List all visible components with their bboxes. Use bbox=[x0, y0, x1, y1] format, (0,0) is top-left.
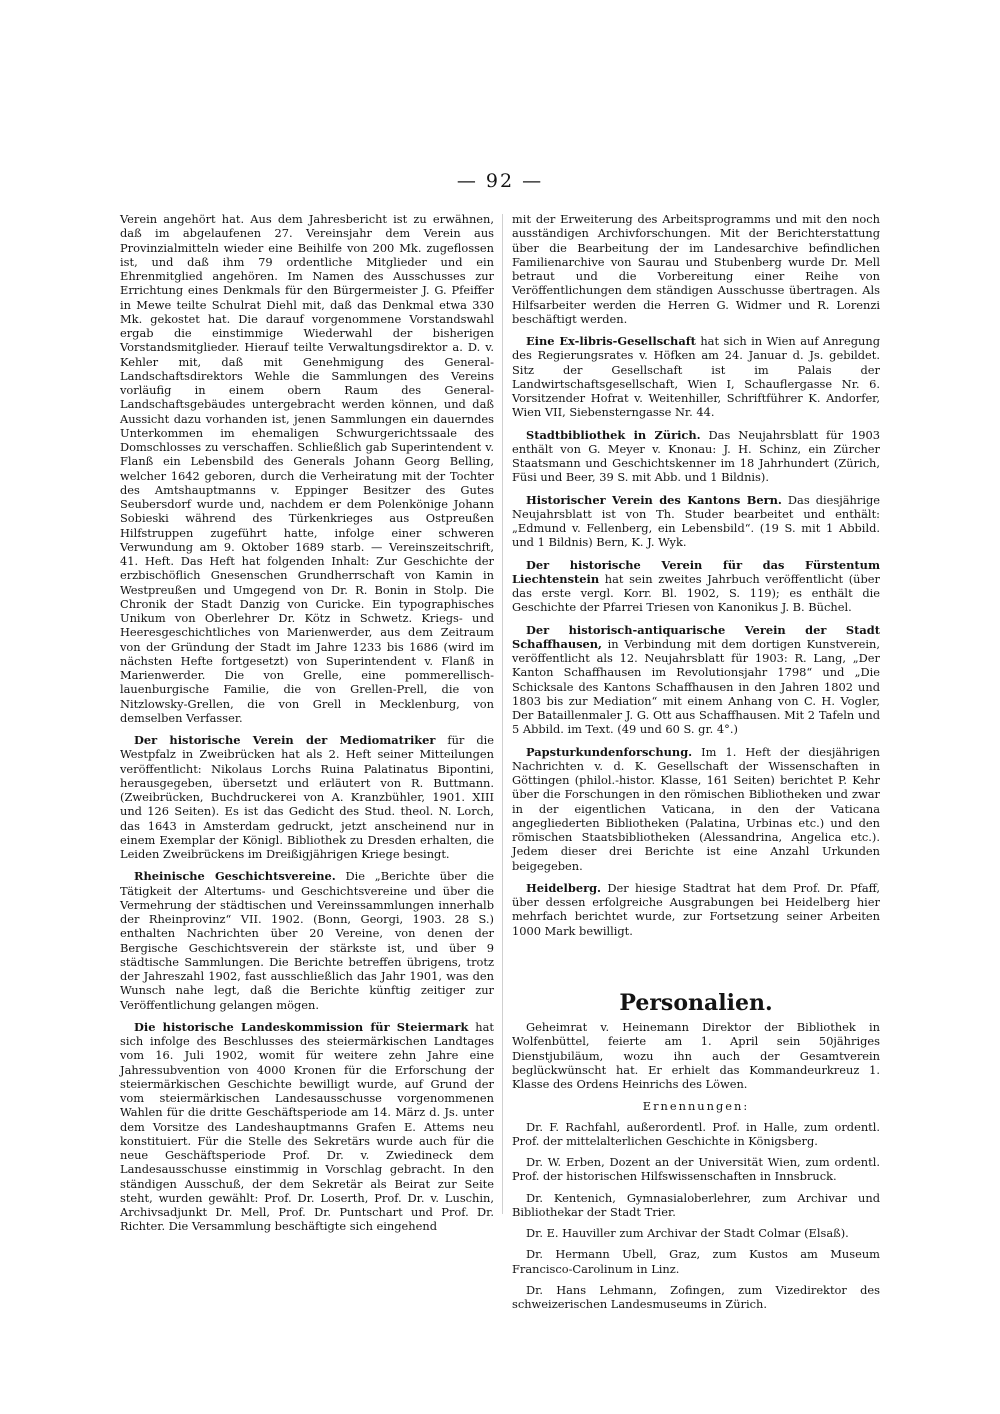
right-paragraph-1: Eine Ex-libris-Gesellschaft hat sich in Wien auf Anregung des Regierungsrates v. Höfken am 24. Januar d. Js. gebildet. Sitz der Gesellschaft ist im Palais der Landwirtschaftsgesellschaft, Wien I, Schauflergasse Nr. 6. Vorsitzender Hofrat v. Weitenhiller, Schriftführer K. Andorfer, Wien VII, Siebensterngasse Nr. 44. bbox=[512, 334, 880, 420]
appointment-item: Dr. E. Hauviller zum Archivar der Stadt Colmar (Elsaß). bbox=[526, 1226, 849, 1240]
left-column bbox=[120, 212, 494, 1242]
left-paragraph-1: Der historische Verein der Mediomatriker für die Westpfalz in Zweibrücken hat als 2. Heft seiner Mitteilungen veröffentlicht: Nikolaus Lorchs Ruina Palatinatus Bipontini, herausgegeben, übersetzt und erläutert von R. Buttmann. (Zweibrücken, Buchdruckerei von A. Kranzbühler, 1901. XIII und 126 Seiten). Es ist das Gedicht des Stud. theol. N. Lorch, das 1643 in Amsterdam gedruckt, jetzt anscheinend nur in einem Exemplar der Königl. Bibliothek zu Dresden erhalten, die Leiden Zweibrückens im Dreißigjährigen Kriege besingt. bbox=[120, 733, 494, 861]
appointment-item: Dr. W. Erben, Dozent an der Universität Wien, zum ordentl. Prof. der historischen Hilfswissenschaften in Innsbruck. bbox=[512, 1155, 880, 1184]
personalien-heading: Personalien. bbox=[619, 989, 773, 1016]
right-paragraph-6: Papsturkundenforschung. Im 1. Heft der diesjährigen Nachrichten v. d. K. Gesellschaft der Wissenschaften in Göttingen (philol.-histor. Klasse, 161 Seiten) berichtet P. Kehr über die Forschungen in den römischen Bibliotheken und zwar in der eigentlichen Vaticana, in den der Vaticana angegliederten Bibliotheken (Palatina, Urbinas etc.) und den römischen Staatsbibliotheken (Alessandrina, Angelica etc.). Jedem dieser drei Berichte ist eine Anzahl Urkunden beigegeben. bbox=[512, 744, 880, 873]
page-number: — 92 — bbox=[456, 170, 544, 192]
column-divider bbox=[502, 214, 503, 1214]
appointment-item: Dr. Kentenich, Gymnasialoberlehrer, zum Archivar und Bibliothekar der Stadt Trier. bbox=[512, 1190, 880, 1219]
right-paragraph-5: Der historisch-antiquarische Verein der Stadt Schaffhausen, in Verbindung mit dem dortigen Kunstverein, veröffentlicht als 12. Neujahrsblatt für 1903: R. Lang, „Der Kanton Schaffhausen im Revolutionsjahr 1798“ und „Die Schicksale des Kantons Schaffhausen in den Jahren 1802 und 1803 bis zur Mediation“ mit einem Anhang von C. H. Vogler, Der Bataillenmaler J. G. Ott aus Schaffhausen. Mit 2 Tafeln und 5 Abbild. im Text. (49 und 60 S. gr. 4°.) bbox=[512, 622, 880, 737]
right-column bbox=[512, 212, 880, 1318]
appointment-item: Dr. Hermann Ubell, Graz, zum Kustos am Museum Francisco-Carolinum in Linz. bbox=[512, 1247, 880, 1276]
appointments-heading: Ernennungen: bbox=[642, 1099, 750, 1114]
left-paragraph-3: Die historische Landeskommission für Steiermark hat sich infolge des Beschlusses des steiermärkischen Landtages vom 16. Juli 1902, womit für weitere zehn Jahre eine Jahressubvention von 4000 Kronen für die Erforschung der steiermärkischen Geschichte bewilligt wurde, auf Grund der vom steiermärkischen Landesausschusse vorgenommenen Wahlen für die dritte Geschäftsperiode am 14. März d. Js. unter dem Vorsitze des Landeshauptmanns Grafen E. Attems neu konstituiert. Für die Stelle des Sekretärs wurde auch für die neue Geschäftsperiode Prof. Dr. v. Zwiedineck dem Landesausschusse einstimmig in Vorschlag gebracht. In den ständigen Ausschuß, der dem Sekretär als Beirat zur Seite steht, wurden gewählt: Prof. Dr. Loserth, Prof. Dr. v. Luschin, Archivsadjunkt Dr. Mell, Prof. Dr. Puntschart und Prof. Dr. Richter. Die Versammlung beschäftigte sich eingehend bbox=[120, 1019, 495, 1234]
appointment-item: Dr. F. Rachfahl, außerordentl. Prof. in Halle, zum ordentl. Prof. der mittelalterlichen Geschichte in Königsberg. bbox=[512, 1119, 880, 1148]
left-paragraph-2: Rheinische Geschichtsvereine. Die „Berichte über die Tätigkeit der Altertums- und Geschichtsvereine und über die Vermehrung der städtischen und Vereinssammlungen innerhalb der Rheinprovinz“ VII. 1902. (Bonn, Georgi, 1903. 28 S.) enthalten Nachrichten über 20 Vereine, von denen der Bergische Geschichtsverein der stärkste ist, und über 9 städtische Sammlungen. Die Berichte betreffen übrigens, trotz der Jahreszahl 1902, fast ausschließlich das Jahr 1901, was den Wunsch nahe legt, daß die Berichte künftig zeitiger zur Veröffentlichung gelangen mögen. bbox=[120, 869, 494, 1012]
left-paragraph-0: Verein angehört hat. Aus dem Jahresbericht ist zu erwähnen, daß im abgelaufenen 27. Vereinsjahr dem Verein aus Provinzialmitteln wieder eine Beihilfe von 200 Mk. zugeflossen ist, und daß ihm 79 ordentliche Mitglieder und ein Ehrenmitglied angehören. Im Namen des Ausschusses zur Errichtung eines Denkmals für den Bürgermeister J. G. Pfeiffer in Mewe teilte Schulrat Diehl mit, daß das Denkmal etwa 330 Mk. gekostet hat. Die darauf vorgenommene Vorstandswahl ergab die einstimmige Wiederwahl der bisherigen Vorstandsmitglieder. Hierauf teilte Verwaltungsdirektor a. D. v. Kehler mit, daß mit Genehmigung des General-Landschaftsdirektors Wehle die Sammlungen des Vereins vorläufig in einem obern Raum des General-Landschaftsgebäudes untergebracht werden können, und daß Aussicht dazu vorhanden ist, jenen Sammlungen ein dauerndes Unterkommen im ehemaligen Schwurgerichtssaale des Domschlosses zu verschaffen. Schließlich gab Superintendent v. Flanß ein Lebensbild des Generals Johann Georg Belling, welcher 1642 geboren, durch die Verheiratung mit der Tochter des Amtshauptmanns v. Eppinger Besitzer des Gutes Seubersdorf wurde und, nachdem er dem Polenkönige Johann Sobieski während des Türkenkrieges aus Ostpreußen Hilfstruppen zugeführt hatte, infolge einer schweren Verwundung am 9. Oktober 1689 starb. — Vereinszeitschrift, 41. Heft. Das Heft hat folgenden Inhalt: Zur Geschichte der erzbischöflich Gnesenschen Grundherrschaft von Kamin in Westpreußen und Umgegend von Dr. R. Bonin in Stolp. Die Chronik der Stadt Danzig von Curicke. Ein typographisches Unikum von Oberlehrer Dr. Kötz in Schwetz. Kriegs- und Heeresgeschichtliches von Marienwerder, aus dem Zeitraum von der Gründung der Stadt im Jahre 1233 bis 1686 (wird im nächsten Hefte fortgesetzt) von Superintendent v. Flanß in Marienwerder. Die von Grelle, eine pommerellisch-lauenburgische Familie, die von Grellen-Prell, die von Nitzlowsky-Grellen, die von Grell in Mecklenburg, von demselben Verfasser. bbox=[120, 212, 494, 725]
personalien-intro: Geheimrat v. Heinemann Direktor der Bibliothek in Wolfenbüttel, feierte am 1. April sein 50jähriges Dienstjubiläum, wozu ihn auch der Gesamtverein beglückwünscht hat. Er erhielt das Kommandeurkreuz 1. Klasse des Ordens Heinrichs des Löwen. bbox=[512, 1020, 880, 1091]
right-paragraph-3: Historischer Verein des Kantons Bern. Das diesjährige Neujahrsblatt ist von Th. Studer bearbeitet und enthält: „Edmund v. Fellenberg, ein Lebensbild“. (19 S. mit 1 Abbild. und 1 Bildnis) Bern, K. J. Wyk. bbox=[512, 492, 880, 550]
right-paragraph-0: mit der Erweiterung des Arbeitsprogramms und mit den noch ausständigen Archivforschungen. Mit der Berichterstattung über die Bearbeitung der im Landesarchive befindlichen Familienarchive von Saurau und Stubenberg wurde Dr. Mell betraut und die Vorbereitung einer Reihe von Veröffentlichungen dem ständigen Ausschusse übertragen. Als Hilfsarbeiter werden die Herren G. Widmer und R. Lorenzi beschäftigt werden. bbox=[512, 212, 880, 326]
right-paragraph-2: Stadtbibliothek in Zürich. Das Neujahrsblatt für 1903 enthält von G. Meyer v. Knonau: J. H. Schinz, ein Zürcher Staatsmann und Geschichtskenner im 18 Jahrhundert (Zürich, Füsi und Beer, 39 S. mit Abb. und 1 Bildnis). bbox=[512, 427, 880, 485]
right-paragraph-4: Der historische Verein für das Fürstentum Liechtenstein hat sein zweites Jahrbuch veröffentlicht (über das erste vergl. Korr. Bl. 1902, S. 119); es enthält die Geschichte der Pfarrei Triesen von Kanonikus J. B. Büchel. bbox=[512, 557, 880, 615]
appointment-item: Dr. Hans Lehmann, Zofingen, zum Vizedirektor des schweizerischen Landesmuseums in Zürich. bbox=[512, 1282, 880, 1311]
right-paragraph-7: Heidelberg. Der hiesige Stadtrat hat dem Prof. Dr. Pfaff, über dessen erfolgreiche Ausgrabungen bei Heidelberg hier mehrfach berichtet wurde, zur Fortsetzung seiner Arbeiten 1000 Mark bewilligt. bbox=[512, 880, 880, 938]
